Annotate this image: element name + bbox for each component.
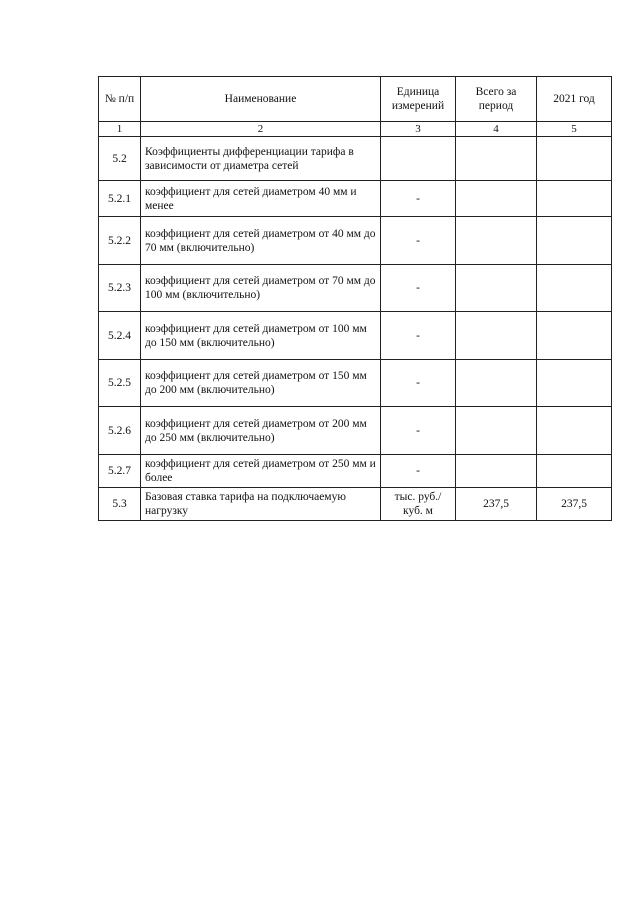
row-year — [537, 217, 612, 265]
header-row — [99, 77, 612, 122]
table-row — [99, 181, 612, 217]
row-year — [537, 312, 612, 360]
table-row — [99, 407, 612, 455]
table-row — [99, 217, 612, 265]
row-year: 237,5 — [537, 488, 612, 521]
row-number: 5.2 — [99, 137, 141, 181]
row-unit: - — [381, 217, 456, 265]
row-name: коэффициент для сетей диаметром от 150 мм до 200 мм (включительно) — [141, 360, 381, 407]
row-total — [456, 455, 537, 488]
row-year — [537, 265, 612, 312]
table-row — [99, 265, 612, 312]
tariff-table — [98, 76, 612, 521]
row-unit: - — [381, 407, 456, 455]
row-number: 5.2.2 — [99, 217, 141, 265]
row-unit: - — [381, 265, 456, 312]
table-row — [99, 455, 612, 488]
row-name: коэффициент для сетей диаметром от 200 мм до 250 мм (включительно) — [141, 407, 381, 455]
row-name: Коэффициенты дифференциации тарифа в зависимости от диаметра сетей — [141, 137, 381, 181]
row-total — [456, 181, 537, 217]
column-number: 3 — [381, 122, 456, 137]
row-unit: тыс. руб./ куб. м — [381, 488, 456, 521]
row-year — [537, 455, 612, 488]
row-year — [537, 137, 612, 181]
row-name: коэффициент для сетей диаметром 40 мм и менее — [141, 181, 381, 217]
row-total — [456, 312, 537, 360]
column-number: 1 — [99, 122, 141, 137]
row-name: коэффициент для сетей диаметром от 40 мм до 70 мм (включительно) — [141, 217, 381, 265]
table-row — [99, 360, 612, 407]
row-number: 5.2.6 — [99, 407, 141, 455]
table-row — [99, 312, 612, 360]
row-total — [456, 360, 537, 407]
row-year — [537, 181, 612, 217]
row-name: коэффициент для сетей диаметром от 70 мм до 100 мм (включительно) — [141, 265, 381, 312]
table-row — [99, 488, 612, 521]
row-number: 5.2.3 — [99, 265, 141, 312]
row-year — [537, 360, 612, 407]
column-number: 4 — [456, 122, 537, 137]
header-unit: Единица измерений — [381, 77, 456, 122]
row-number: 5.2.7 — [99, 455, 141, 488]
table-row — [99, 137, 612, 181]
row-number: 5.2.5 — [99, 360, 141, 407]
column-number: 5 — [537, 122, 612, 137]
row-number: 5.3 — [99, 488, 141, 521]
column-number-row — [99, 122, 612, 137]
row-unit: - — [381, 455, 456, 488]
row-name: коэффициент для сетей диаметром от 250 мм и более — [141, 455, 381, 488]
row-year — [537, 407, 612, 455]
row-total — [456, 407, 537, 455]
header-no: № п/п — [99, 77, 141, 122]
row-number: 5.2.4 — [99, 312, 141, 360]
row-unit — [381, 137, 456, 181]
row-name: Базовая ставка тарифа на подключаемую нагрузку — [141, 488, 381, 521]
row-total — [456, 137, 537, 181]
row-name: коэффициент для сетей диаметром от 100 мм до 150 мм (включительно) — [141, 312, 381, 360]
row-unit: - — [381, 181, 456, 217]
header-name: Наименование — [141, 77, 381, 122]
row-total — [456, 265, 537, 312]
row-unit: - — [381, 312, 456, 360]
row-unit: - — [381, 360, 456, 407]
column-number: 2 — [141, 122, 381, 137]
row-number: 5.2.1 — [99, 181, 141, 217]
header-year: 2021 год — [537, 77, 612, 122]
header-total: Всего за период — [456, 77, 537, 122]
row-total — [456, 217, 537, 265]
row-total: 237,5 — [456, 488, 537, 521]
